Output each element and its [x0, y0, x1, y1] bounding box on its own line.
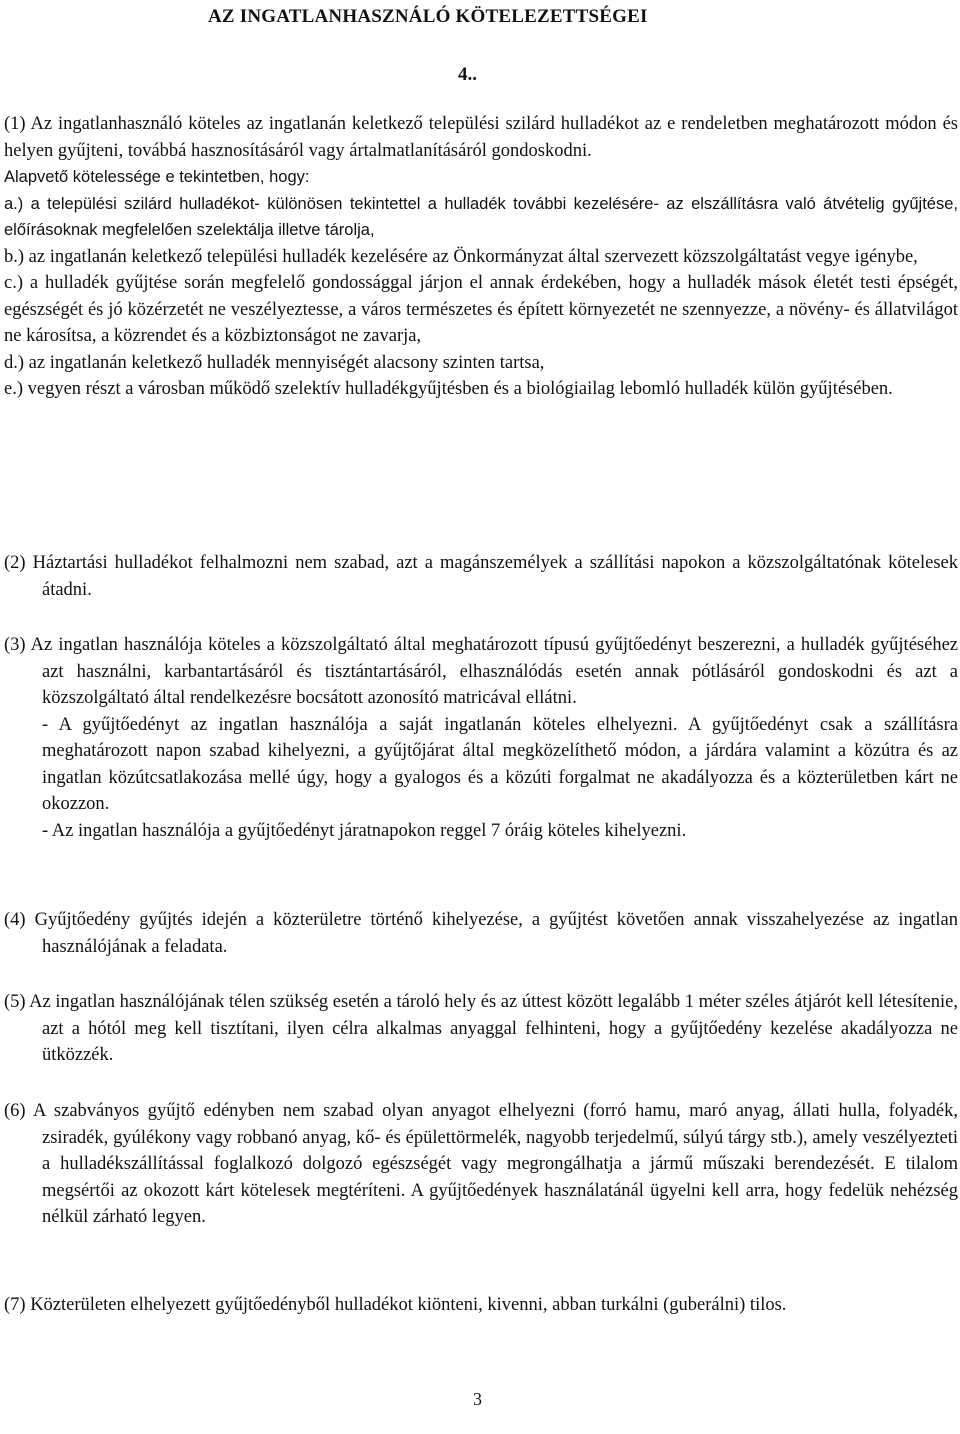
paragraph-1-basic-duty: Alapvető kötelessége e tekintetben, hogy: [4, 168, 310, 186]
paragraph-3-dash-2: - Az ingatlan használója a gyűjtőedényt járatnapokon reggel 7 óráig köteles kihelyezni. [42, 820, 687, 841]
section-number: 4.. [458, 64, 477, 85]
paragraph-4-text: (4) Gyűjtőedény gyűjtés idején a közterületre történő kihelyezése, a gyűjtést követően annak visszahelyezése az ingatlan használójának a feladata. [4, 910, 958, 957]
paragraph-1 [4, 111, 958, 403]
paragraph-6-text: (6) A szabványos gyűjtő edényben nem szabad olyan anyagot elhelyezni (forró hamu, maró anyag, állati hulla, folyadék, zsiradék, gyúlékony vagy robbanó anyag, kő- és épülettörmelék, nagyobb terjedelmű, súlyú tárgy stb.), amely veszélyezteti a hulladékszállítással foglalkozó dolgozó egészségét vagy megrongálhatja a jármű műszaki berendezését. E tilalom megsértői az okozott kárt kötelesek megtéríteni. A gyűjtőedények használatánál ügyelni kell arra, hogy fedelük nehézség nélkül zárható legyen. [4, 1101, 958, 1227]
paragraph-1-item-c: c.) a hulladék gyűjtése során megfelelő gondossággal járjon el annak érdekében, hogy a hulladék mások életét testi épségét, egészségét és jó közérzetét ne veszélyeztesse, a város természetes és épített környezetét ne szennyezze, a növény- és állatvilágot ne károsítsa, a közrendet és a közbiztonságot ne zavarja, [4, 273, 958, 346]
paragraph-3 [4, 632, 958, 844]
paragraph-3-dash-1: - A gyűjtőedényt az ingatlan használója a saját ingatlanán köteles elhelyezni. A gyűjtőedényt csak a szállításra meghatározott napon szabad kihelyezni, a gyűjtőjárat által megközelíthető módon, a járdára valamint a közútra és az ingatlan közútcsatlakozása mellé úgy, hogy a gyalogos és a közúti forgalmat ne akadályozza és a közterületben kárt ne okozzon. [42, 714, 958, 814]
page-number: 3 [473, 1389, 482, 1409]
paragraph-1-item-e: e.) vegyen részt a városban működő szelektív hulladékgyűjtésben és a biológiailag lebomló hulladék külön gyűjtésében. [4, 379, 893, 399]
paragraph-7 [4, 1292, 958, 1319]
paragraph-2 [4, 550, 958, 603]
paragraph-5-text: (5) Az ingatlan használójának télen szükség esetén a tároló hely és az úttest között legalább 1 méter széles átjárót kell létesítenie, azt a hótól meg kell tisztítani, ilyen célra alkalmas anyaggal felhinteni, hogy a gyűjtőedény kezelése akadályozza ne ütközzék. [4, 992, 958, 1065]
paragraph-3-text: (3) Az ingatlan használója köteles a közszolgáltató által meghatározott típusú gyűjtőedényt beszerezni, a hulladék gyűjtéséhez azt használni, karbantartásáról és tisztántartásáról, elhasználódás esetén annak pótlásáról gondoskodni és azt a közszolgáltató által rendelkezésre bocsátott azonosító matricával ellátni. [4, 635, 958, 708]
paragraph-1-item-d: d.) az ingatlanán keletkező hulladék mennyiségét alacsony szinten tartsa, [4, 352, 545, 373]
paragraph-1-intro: (1) Az ingatlanhasználó köteles az ingatlanán keletkező települési szilárd hulladékot az e rendeletben meghatározott módon és helyen gyűjteni, továbbá hasznosításáról vagy ártalmatlanításáról gondoskodni. [4, 114, 958, 161]
paragraph-2-text: (2) Háztartási hulladékot felhalmozni nem szabad, azt a magánszemélyek a szállítási napokon a közszolgáltatónak kötelesek átadni. [4, 553, 958, 600]
paragraph-4 [4, 907, 958, 960]
paragraph-1-item-a: a.) a települési szilárd hulladékot- különösen tekintettel a hulladék további kezelésére- az elszállításra való átvételig gyűjtése, előírásoknak megfelelően szelektálja illetve tárolja, [4, 194, 958, 239]
paragraph-5 [4, 989, 958, 1069]
paragraph-6 [4, 1098, 958, 1231]
paragraph-1-item-b: b.) az ingatlanán keletkező települési hulladék kezelésére az Önkormányzat által szervezett közszolgáltatást vegye igénybe, [4, 246, 918, 267]
paragraph-7-text: (7) Közterületen elhelyezett gyűjtőedényből hulladékot kiönteni, kivenni, abban turkálni (guberálni) tilos. [4, 1295, 787, 1315]
document-title: AZ INGATLANHASZNÁLÓ KÖTELEZETTSÉGEI [208, 6, 648, 27]
